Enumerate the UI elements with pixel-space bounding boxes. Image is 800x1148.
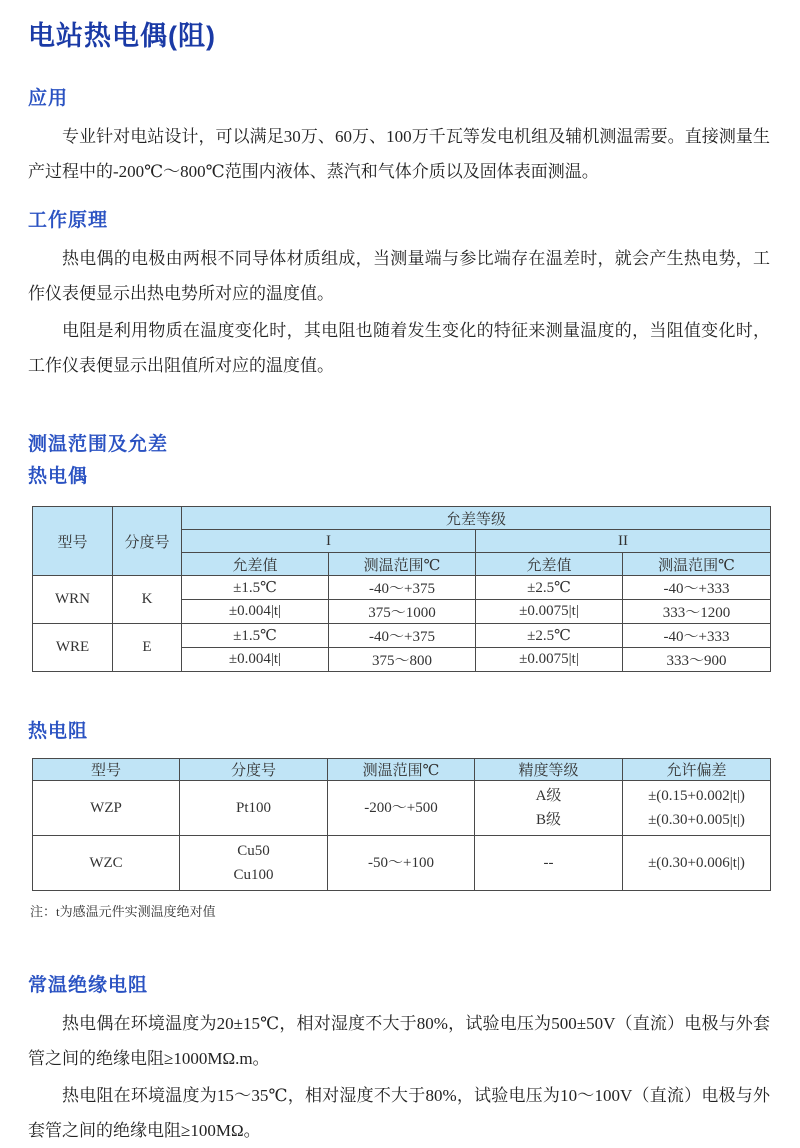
cell-accuracy: [475, 836, 623, 891]
cell-line: Cu50: [237, 843, 270, 859]
cell-line: Pt100: [235, 800, 271, 816]
cell-temp-range: 375～800: [329, 648, 476, 672]
cell-graduation: [180, 836, 328, 891]
cell-line: ±(0.15+0.002|t|): [648, 788, 745, 804]
thermocouple-table: [32, 506, 771, 672]
cell-temp-range: 333～1200: [623, 600, 771, 624]
cell-tolerance-value: ±2.5℃: [476, 576, 623, 600]
section-heading-insulation: 常温绝缘电阻: [28, 975, 149, 996]
cell-model: [33, 836, 180, 891]
cell-line: WZP: [90, 800, 122, 816]
cell-tolerance-value: ±0.0075|t|: [476, 648, 623, 672]
col-header-model: 型号: [33, 507, 113, 576]
cell-tolerance-value: ±1.5℃: [182, 576, 329, 600]
cell-tolerance-value: ±0.0075|t|: [476, 600, 623, 624]
cell-graduation: E: [113, 624, 182, 672]
col-header-tolerance-value-2: 允差值: [476, 553, 623, 576]
col-header-temp-range-2: 测温范围℃: [623, 553, 771, 576]
col-header-accuracy-class: 精度等级: [475, 759, 623, 781]
section-heading-principle: 工作原理: [28, 210, 109, 231]
cell-deviation: [623, 781, 771, 836]
cell-model: WRN: [33, 576, 113, 624]
section-subheading-thermocouple: 热电偶: [28, 466, 89, 487]
cell-line: --: [543, 855, 554, 871]
application-paragraph: 专业针对电站设计，可以满足30万、60万、100万千瓦等发电机组及辅机测温需要。直接测量生产过程中的-200℃～800℃范围内液体、蒸汽和气体介质以及固体表面测温。: [28, 127, 770, 181]
cell-model: [33, 781, 180, 836]
cell-temp-range: 333～900: [623, 648, 771, 672]
page-title: 电站热电偶(阻): [28, 21, 216, 51]
cell-line: ±(0.30+0.006|t|): [648, 855, 745, 871]
col-header-class-2: II: [476, 530, 771, 553]
col-header-tolerance-class: 允差等级: [182, 507, 771, 530]
table-row: [33, 576, 771, 600]
cell-model: WRE: [33, 624, 113, 672]
cell-tolerance-value: ±0.004|t|: [182, 600, 329, 624]
col-header-temp-range-1: 测温范围℃: [329, 553, 476, 576]
section-heading-application: 应用: [28, 88, 69, 109]
cell-tolerance-value: ±1.5℃: [182, 624, 329, 648]
col-header-class-1: I: [182, 530, 476, 553]
thermocouple-header-row-1: [33, 507, 771, 530]
col-header-graduation: 分度号: [113, 507, 182, 576]
cell-line: B级: [535, 812, 561, 828]
table-row: [33, 836, 771, 891]
table-row: [33, 624, 771, 648]
cell-deviation: [623, 836, 771, 891]
cell-line: ±(0.30+0.005|t|): [648, 812, 745, 828]
cell-temp-range: -40～+333: [623, 624, 771, 648]
col-header-tolerance-value-1: 允差值: [182, 553, 329, 576]
cell-line: WZC: [89, 855, 123, 871]
cell-line: Cu100: [233, 867, 274, 883]
section-heading-range-tolerance: 测温范围及允差: [28, 434, 169, 455]
col-header-model: 型号: [33, 759, 180, 781]
cell-temp-range: -40～+375: [329, 624, 476, 648]
cell-accuracy: [475, 781, 623, 836]
cell-temp-range: 375～1000: [329, 600, 476, 624]
cell-graduation: K: [113, 576, 182, 624]
principle-paragraph-2: 电阻是利用物质在温度变化时，其电阻也随着发生变化的特征来测量温度的，当阻值变化时，工作仪表便显示出阻值所对应的温度值。: [28, 321, 770, 375]
cell-line: -50～+100: [368, 855, 434, 871]
table-footnote: 注：t为感温元件实测温度绝对值: [30, 904, 216, 919]
cell-tolerance-value: ±0.004|t|: [182, 648, 329, 672]
cell-temp-range: -40～+333: [623, 576, 771, 600]
rtd-header-row: [33, 759, 771, 781]
table-row: [33, 781, 771, 836]
col-header-temp-range: 测温范围℃: [328, 759, 475, 781]
cell-temp-range: [328, 836, 475, 891]
principle-paragraph-1: 热电偶的电极由两根不同导体材质组成，当测量端与参比端存在温差时，就会产生热电势，工作仪表便显示出热电势所对应的温度值。: [28, 249, 770, 303]
col-header-graduation: 分度号: [180, 759, 328, 781]
cell-line: -200～+500: [364, 800, 438, 816]
col-header-allowed-deviation: 允许偏差: [623, 759, 771, 781]
cell-graduation: [180, 781, 328, 836]
section-heading-rtd: 热电阻: [28, 721, 89, 742]
cell-line: A级: [535, 788, 562, 804]
insulation-paragraph-2: 热电阻在环境温度为15～35℃，相对湿度不大于80%，试验电压为10～100V（直流）电极与外套管之间的绝缘电阻≥100MΩ。: [28, 1086, 770, 1140]
insulation-paragraph-1: 热电偶在环境温度为20±15℃，相对湿度不大于80%，试验电压为500±50V（直流）电极与外套管之间的绝缘电阻≥1000MΩ.m。: [28, 1014, 770, 1068]
cell-temp-range: [328, 781, 475, 836]
cell-tolerance-value: ±2.5℃: [476, 624, 623, 648]
cell-temp-range: -40～+375: [329, 576, 476, 600]
rtd-table: [32, 758, 771, 891]
